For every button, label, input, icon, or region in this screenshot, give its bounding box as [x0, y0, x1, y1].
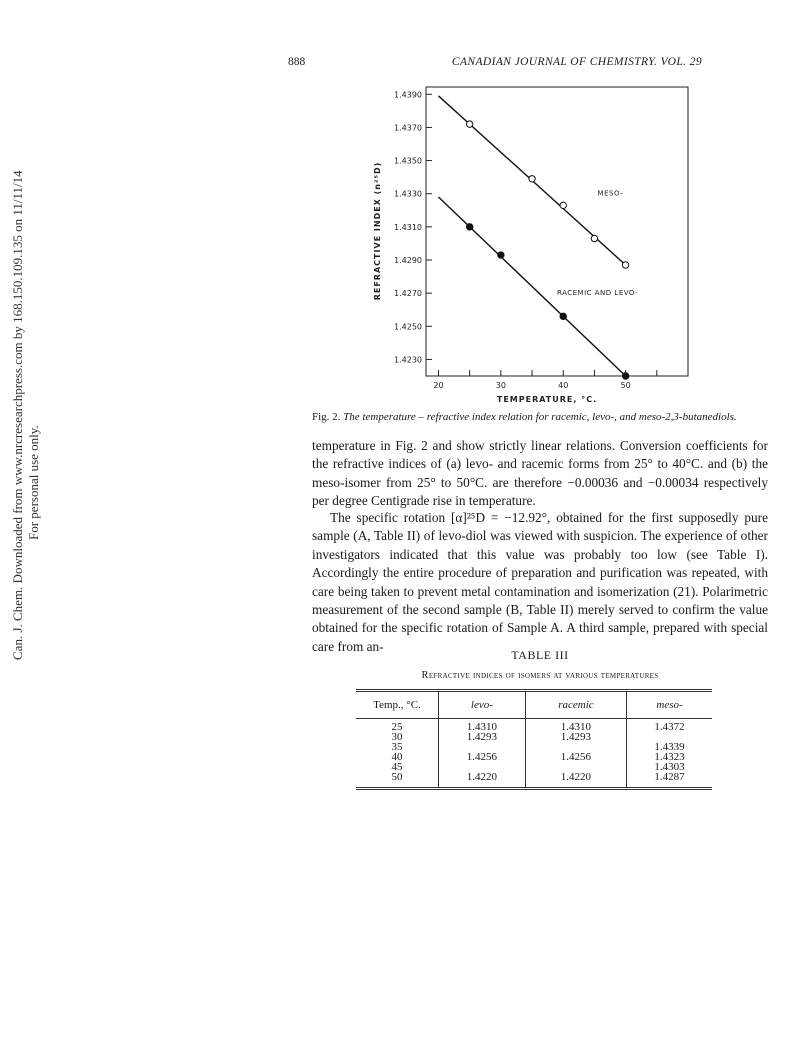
data-point	[560, 313, 566, 319]
y-tick-label: 1.4290	[394, 256, 422, 265]
y-tick-label: 1.4370	[394, 123, 422, 133]
series-label: MESO-	[597, 189, 624, 198]
data-point	[529, 176, 535, 182]
cell: 35	[391, 741, 403, 753]
data-point	[498, 252, 504, 258]
y-tick-label: 1.4270	[394, 289, 422, 299]
figure-caption	[312, 411, 772, 423]
cell: 1.4287	[627, 772, 712, 789]
cell: 1.4220	[439, 772, 526, 789]
data-point	[466, 121, 472, 127]
y-axis-title: REFRACTIVE INDEX (n²⁵D)	[373, 161, 382, 301]
download-watermark	[10, 140, 50, 660]
page-header	[288, 56, 702, 74]
col-levo: levo-	[439, 691, 526, 719]
x-tick-label: 40	[558, 381, 569, 390]
paragraph-2: The specific rotation [α]²⁵D = −12.92°, obtained for the first supposedly pure sample (A, Table II) of levo-diol was viewed with suspicion. The experience of other investigators indicated that this value was probably too low (see Table I). Accordingly the entire procedure of preparation and purification was repeated, with care being taken to prevent metal contamination and isomerization (21). Polarimetric measurement of the second sample (B, Table II) merely served to confirm the value obtained for the specific rotation of Sample A. A third sample, prepared with special care from an-	[312, 510, 768, 654]
paragraph-1: temperature in Fig. 2 and show strictly linear relations. Conversion coefficients for the refractive indices of (a) levo- and racemic forms from 25° to 40°C. and (b) the meso-isomer from 25° to 50°C. are therefore −0.00036 and −0.00034 respectively per degree Centigrade rise in temperature.	[312, 438, 768, 509]
y-tick-label: 1.4310	[394, 222, 422, 232]
figure-caption-text: The temperature – refractive index relation for racemic, levo-, and meso-2,3-butanediols.	[343, 411, 737, 423]
figure-label: Fig. 2.	[312, 411, 341, 423]
data-point	[560, 202, 566, 208]
data-point	[591, 235, 597, 241]
cell: 1.4310	[439, 719, 526, 733]
y-tick-label: 1.4390	[394, 90, 422, 100]
y-tick-label: 1.4230	[394, 355, 422, 365]
watermark-line-1: Can. J. Chem. Downloaded from www.nrcresearchpress.com by 168.150.109.135 on 11/11/14	[10, 170, 25, 660]
journal-name: CANADIAN JOURNAL OF CHEMISTRY. VOL. 29	[451, 56, 702, 68]
x-tick-label: 30	[495, 381, 506, 390]
cell: 50	[356, 772, 439, 789]
cell: 25	[391, 721, 403, 733]
cell: 1.4303	[627, 762, 712, 772]
refractive-index-table	[356, 689, 712, 790]
cell: 1.4339	[627, 742, 712, 752]
cell: 1.4220	[525, 772, 626, 789]
plot-frame	[426, 87, 688, 376]
cell: 30	[391, 731, 403, 743]
page-number: 888	[288, 56, 306, 68]
cell: 1.4310	[525, 719, 626, 733]
col-racemic: racemic	[525, 691, 626, 719]
cell: 1.4323	[627, 752, 712, 762]
col-meso: meso-	[627, 691, 712, 719]
data-point	[622, 262, 628, 268]
cell: 1.4372	[627, 719, 712, 733]
figure-2	[360, 86, 690, 406]
y-tick-label: 1.4250	[394, 322, 422, 332]
cell: 1.4256	[525, 752, 626, 762]
data-point	[622, 373, 628, 379]
cell: 1.4293	[439, 732, 526, 742]
y-tick-label: 1.4330	[394, 189, 422, 199]
series-line	[438, 197, 625, 376]
cell: 1.4256	[439, 752, 526, 762]
cell: 45	[391, 761, 403, 773]
cell: 40	[391, 751, 403, 763]
table-header-row	[356, 691, 712, 719]
table-caption: Refractive indices of isomers at various temperatures	[421, 670, 659, 681]
x-tick-label: 50	[620, 381, 631, 390]
refractive-index-chart	[360, 86, 690, 406]
watermark-line-2: For personal use only.	[26, 425, 41, 540]
series-label: RACEMIC AND LEVO-	[557, 288, 639, 297]
cell: 1.4293	[525, 732, 626, 742]
x-tick-label: 20	[433, 381, 444, 390]
x-axis-title: TEMPERATURE, °C.	[496, 395, 598, 404]
y-tick-label: 1.4350	[394, 156, 422, 166]
table-row	[356, 772, 712, 789]
data-point	[466, 224, 472, 230]
table-row	[356, 719, 712, 733]
col-temp: Temp., °C.	[356, 691, 439, 719]
table-title: TABLE III	[511, 648, 569, 662]
